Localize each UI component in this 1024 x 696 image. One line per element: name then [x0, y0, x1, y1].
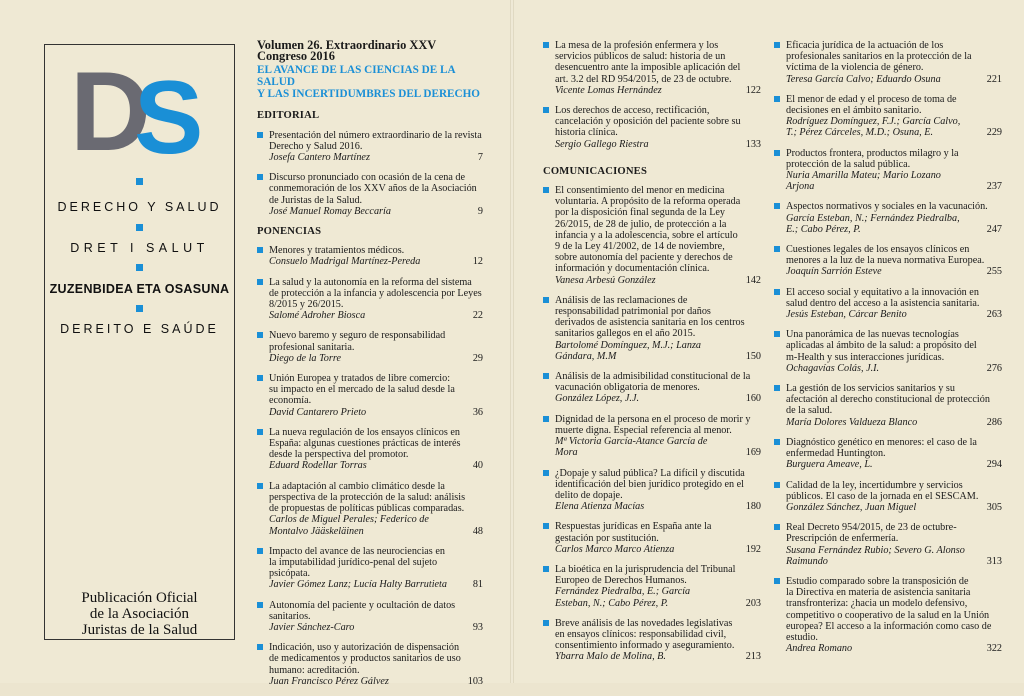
bullet-square-icon: [543, 42, 549, 48]
entry-title-line: protección de la salud pública.: [786, 158, 911, 170]
bullet-square-icon: [774, 246, 780, 252]
entry-title-line: 8/2015 y 26/2015.: [269, 299, 344, 311]
entry-author: Mª Victoria García-Atance García de Mora: [555, 436, 708, 459]
entry-title-line: Calidad de la ley, incertidumbre y servicios: [786, 479, 963, 491]
toc-entry[interactable]: [774, 480, 1002, 514]
entry-page-number: 48: [472, 525, 483, 537]
entry-title-line: responsabilidad patrimonial por daños: [555, 306, 711, 318]
entry-title-line: por la disposición final segunda de la Ley: [555, 207, 726, 219]
toc-entry[interactable]: [543, 105, 761, 150]
toc-entry[interactable]: [543, 618, 761, 663]
entry-title-line: historia clínica.: [555, 127, 618, 139]
entry-title-line: europea? El acceso a la información como caso de: [786, 620, 992, 632]
toc-entry[interactable]: [774, 40, 1002, 85]
toc-entry[interactable]: [257, 277, 483, 322]
entry-title-line: competitivo o cooperativo de la salud en la Unión: [786, 609, 990, 621]
toc-entry[interactable]: [774, 244, 1002, 278]
bullet-square-icon: [543, 470, 549, 476]
entry-title-line: Europeo de Derechos Humanos.: [555, 575, 687, 587]
entry-page-number: 192: [745, 543, 761, 555]
entry-author: Consuelo Madrigal Martínez-Pereda: [269, 256, 421, 268]
toc-entry[interactable]: [774, 522, 1002, 567]
entry-title-line: desde la perspectiva del promotor.: [269, 449, 409, 461]
page-gutter: [510, 0, 514, 683]
toc-entry[interactable]: [543, 371, 761, 405]
toc-column-2: [543, 40, 761, 672]
toc-entry[interactable]: [543, 295, 761, 362]
entry-title-line: estudio.: [786, 631, 818, 643]
bullet-square-icon: [543, 373, 549, 379]
entry-title-line: Presentación del número extraordinario de la revista: [269, 129, 482, 141]
toc-entry[interactable]: [774, 383, 1002, 428]
entry-title-line: gestación por sustitución.: [555, 532, 659, 544]
entry-title-line: perspectiva de la protección de la salud: análisis: [269, 491, 466, 503]
entry-author: González Sánchez, Juan Miguel: [786, 501, 917, 513]
entry-page-number: 93: [472, 621, 483, 633]
entry-page-number: 150: [745, 350, 761, 362]
entry-author: Juan Francisco Pérez Gálvez: [269, 675, 389, 687]
toc-column-1: [257, 40, 483, 696]
entry-author: Teresa García Calvo; Eduardo Osuna: [786, 73, 941, 85]
entry-page-number: 36: [472, 406, 483, 418]
entry-title-line: Breve análisis de las novedades legislativas: [555, 617, 733, 629]
entry-author: Salomé Adroher Biosca: [269, 310, 366, 322]
entry-title-line: salud dentro del acceso a la asistencia sanitaria.: [786, 297, 980, 309]
entry-page-number: 169: [745, 447, 761, 459]
entry-page-number: 103: [467, 675, 483, 687]
toc-entry[interactable]: [543, 521, 761, 555]
toc-entry[interactable]: [543, 185, 761, 286]
entry-title-line: Autonomía del paciente y ocultación de datos: [269, 599, 456, 611]
entry-page-number: 305: [986, 501, 1002, 513]
bullet-square-icon: [774, 439, 780, 445]
blue-square-icon: [136, 224, 143, 231]
entry-page-number: 203: [745, 597, 761, 609]
toc-entry[interactable]: [774, 148, 1002, 193]
entry-author: García Esteban, N.; Fernández Piedralba, E.; Cabo Pérez, P.: [786, 212, 960, 235]
toc-entry[interactable]: [774, 94, 1002, 139]
entry-title-line: públicos. El caso de la jornada en el SESCAM.: [786, 490, 979, 502]
toc-entry[interactable]: [543, 414, 761, 459]
bullet-square-icon: [257, 548, 263, 554]
entry-author: Joaquín Sarrión Esteve: [786, 266, 882, 278]
entry-title-line: El menor de edad y el proceso de toma de: [786, 93, 957, 105]
entry-title-line: profesionales sanitarios en la protección de la: [786, 51, 972, 63]
bullet-square-icon: [257, 644, 263, 650]
toc-entry[interactable]: [774, 329, 1002, 374]
entry-title-line: Menores y tratamientos médicos.: [269, 245, 405, 257]
subtitle-line: EL AVANCE DE LAS CIENCIAS DE LA SALUD: [257, 64, 455, 89]
publication-note: [44, 590, 235, 638]
entry-page-number: 294: [986, 459, 1002, 471]
entry-title-line: aplicadas al ámbito de la salud: a propósito del: [786, 340, 977, 352]
logo-letter-d: D: [70, 49, 147, 174]
bullet-square-icon: [257, 332, 263, 338]
entry-title-line: Análisis de las reclamaciones de: [555, 294, 688, 306]
bullet-square-icon: [257, 375, 263, 381]
entry-title-line: vacunación obligatoria de menores.: [555, 382, 700, 394]
entry-title-line: la Directiva en materia de asistencia sanitaria: [786, 587, 971, 599]
toc-entry[interactable]: [774, 437, 1002, 471]
bullet-square-icon: [774, 96, 780, 102]
entry-title-line: sobre autonomía del paciente y derechos de: [555, 252, 733, 264]
entry-title-line: menores a la luz de la nueva normativa Europea.: [786, 255, 985, 267]
entry-page-number: 322: [986, 643, 1002, 655]
toc-entry[interactable]: [257, 172, 483, 217]
entry-title-line: La salud y la autonomía en la reforma del sistema: [269, 276, 472, 288]
entry-title-line: Indicación, uso y autorización de dispensación: [269, 642, 460, 654]
entry-title-line: La adaptación al cambio climático desde la: [269, 480, 445, 492]
bullet-square-icon: [257, 174, 263, 180]
entry-title-line: La bioética en la jurisprudencia del Tribunal: [555, 563, 736, 575]
entry-page-number: 255: [986, 266, 1002, 278]
entry-title-line: Los derechos de acceso, rectificación,: [555, 105, 710, 117]
bullet-square-icon: [774, 42, 780, 48]
bullet-square-icon: [257, 602, 263, 608]
entry-page-number: 180: [745, 501, 761, 513]
entry-page-number: 313: [986, 555, 1002, 567]
entry-title-line: de la salud.: [786, 405, 833, 417]
entry-page-number: 12: [472, 256, 483, 268]
entry-page-number: 221: [986, 73, 1002, 85]
entry-author: Jesús Esteban, Cárcar Benito: [786, 309, 907, 321]
entry-author: Vanesa Arbesú González: [555, 274, 656, 286]
entry-author: Ybarra Malo de Molina, B.: [555, 651, 666, 663]
toc-column-3: [774, 40, 1002, 663]
entry-title-line: decisiones en el ámbito sanitario.: [786, 105, 922, 117]
bullet-square-icon: [543, 566, 549, 572]
language-zuzenbidea: ZUZENBIDEA ETA OSASUNA: [49, 282, 230, 296]
entry-title-line: 26/2015, de 28 de julio, de protección a la: [555, 218, 727, 230]
publication-line: Publicación Oficial: [81, 590, 198, 606]
entry-title-line: voluntaria. A propósito de la reforma operada: [555, 196, 741, 208]
entry-title-line: de protección a la infancia y adolescencia por Leyes: [269, 287, 482, 299]
section-heading-ponencias: PONENCIAS: [257, 226, 322, 238]
entry-title-line: infancia y a la adolescencia, sobre el artículo: [555, 229, 738, 241]
toc-entry[interactable]: [257, 245, 483, 267]
bullet-square-icon: [774, 524, 780, 530]
entry-title-line: enfermedad Huntington.: [786, 448, 886, 460]
entry-title-line: Análisis de la admisibilidad constitucional de la: [555, 371, 751, 383]
entry-title-line: sanitarios.: [269, 610, 311, 622]
toc-entry[interactable]: [257, 600, 483, 634]
entry-title-line: consentimiento informado y aseguramiento.: [555, 640, 735, 652]
entry-page-number: 142: [745, 274, 761, 286]
entry-title-line: Productos frontera, productos milagro y la: [786, 147, 959, 159]
entry-author: Susana Fernández Rubio; Severo G. Alonso Raimundo: [786, 544, 965, 567]
entry-title-line: Discurso pronunciado con ocasión de la cena de: [269, 172, 466, 184]
entry-title-line: derivados de asistencia sanitaria en los centros: [555, 317, 745, 329]
entry-title-line: su impacto en el mercado de la salud desde la: [269, 384, 455, 396]
entry-page-number: 22: [472, 310, 483, 322]
bullet-square-icon: [543, 416, 549, 422]
entry-title-line: ¿Dopaje y salud pública? La difícil y discutida: [555, 467, 745, 479]
logo-letter-s: S: [134, 60, 204, 176]
entry-title-line: muerte digna. Especial referencia al menor.: [555, 424, 732, 436]
entry-title-line: economía.: [269, 395, 312, 407]
entry-author: Vicente Lomas Hernández: [555, 84, 662, 96]
entry-author: González López, J.J.: [555, 393, 640, 405]
entry-page-number: 133: [745, 138, 761, 150]
entry-title-line: víctima de la violencia de género.: [786, 62, 924, 74]
toc-entry[interactable]: [257, 642, 483, 687]
entry-author: Javier Gómez Lanz; Lucía Halty Barrutieta: [269, 579, 447, 591]
entry-title-line: El consentimiento del menor en medicina: [555, 185, 725, 197]
entry-title-line: identificación del bien jurídico protegido en el: [555, 478, 744, 490]
bullet-square-icon: [543, 523, 549, 529]
toc-entry[interactable]: [543, 40, 761, 96]
entry-page-number: 276: [986, 362, 1002, 374]
entry-page-number: 81: [472, 579, 483, 591]
entry-author: Josefa Cantero Martínez: [269, 152, 370, 164]
bullet-square-icon: [774, 385, 780, 391]
entry-title-line: humano: acreditación.: [269, 664, 360, 676]
entry-page-number: 122: [745, 84, 761, 96]
entry-title-line: profesional sanitaria.: [269, 341, 355, 353]
entry-page-number: 237: [986, 181, 1002, 193]
entry-title-line: cancelación y oposición del paciente sobre su: [555, 116, 741, 128]
entry-title-line: art. 3.2 del RD 954/2015, de 23 de octubre.: [555, 73, 732, 85]
entry-title-line: desencuentro ante la imposible aplicación del: [555, 62, 741, 74]
entry-author: María Dolores Valdueza Blanco: [786, 416, 918, 428]
entry-title-line: de Juristas de la Salud.: [269, 194, 363, 206]
entry-author: Bartolomé Domínguez, M.J.; Lanza Gándara, M.M: [555, 339, 702, 362]
toc-entry[interactable]: [543, 564, 761, 609]
bullet-square-icon: [774, 331, 780, 337]
entry-author: Fernández Piedralba, E.; García Esteban, N.; Cabo Pérez, P.: [555, 586, 691, 609]
bullet-square-icon: [257, 279, 263, 285]
entry-author: Diego de la Torre: [269, 352, 341, 364]
entry-title-line: la imputabilidad jurídico-penal del sujeto: [269, 556, 438, 568]
entry-page-number: 286: [986, 416, 1002, 428]
entry-author: Sergio Gallego Riestra: [555, 138, 649, 150]
entry-title-line: m-Health y sus interacciones jurídicas.: [786, 351, 945, 363]
entry-title-line: Impacto del avance de las neurociencias en: [269, 545, 445, 557]
toc-entry[interactable]: [774, 201, 1002, 235]
entry-title-line: psicópata.: [269, 568, 311, 580]
entry-author: Carlos Marco Marco Atienza: [555, 543, 675, 555]
entry-title-line: Prescripción de enfermería.: [786, 533, 899, 545]
entry-title-line: Unión Europea y tratados de libre comercio:: [269, 373, 451, 385]
ds-logo: [70, 49, 220, 176]
bullet-square-icon: [543, 620, 549, 626]
bullet-square-icon: [543, 297, 549, 303]
entry-author: Andrea Romano: [786, 643, 853, 655]
entry-title-line: sanitarios gallegos en el año 2015.: [555, 328, 696, 340]
bullet-square-icon: [774, 203, 780, 209]
entry-title-line: Aspectos normativos y sociales en la vacunación.: [786, 201, 988, 213]
entry-author: Burguera Ameave, L.: [786, 459, 873, 471]
entry-author: David Cantarero Prieto: [269, 406, 367, 418]
entry-title-line: Derecho y Salud 2016.: [269, 140, 363, 152]
bullet-square-icon: [543, 107, 549, 113]
entry-page-number: 160: [745, 393, 761, 405]
toc-entry[interactable]: [774, 287, 1002, 321]
language-dereito: DEREITO E SAÚDE: [60, 322, 219, 336]
entry-page-number: 263: [986, 309, 1002, 321]
entry-author: Eduard Rodellar Torras: [269, 460, 367, 472]
entry-title-line: afectación al derecho constitucional de protección: [786, 394, 990, 406]
entry-author: Nuria Amarilla Mateu; Mario Lozano Arjona: [786, 170, 941, 193]
entry-author: Elena Atienza Macías: [555, 501, 645, 513]
publication-line: de la Asociación: [89, 606, 190, 622]
entry-title-line: delito de dopaje.: [555, 489, 623, 501]
entry-page-number: 247: [986, 223, 1002, 235]
entry-title-line: transfronteriza: ¿hacia un modelo defensivo,: [786, 598, 968, 610]
entry-page-number: 229: [986, 127, 1002, 139]
bullet-square-icon: [543, 187, 549, 193]
entry-author: Carlos de Miguel Perales; Federico de Montalvo Jääskeläinen: [269, 514, 429, 537]
toc-entry[interactable]: [257, 481, 483, 537]
entry-title-line: Real Decreto 954/2015, de 23 de octubre-: [786, 522, 957, 534]
language-derecho: DERECHO Y SALUD: [57, 200, 222, 214]
bullet-square-icon: [257, 429, 263, 435]
entry-title-line: conmemoración de los XXV años de la Asociación: [269, 183, 477, 195]
blue-square-icon: [136, 178, 143, 185]
language-dret: DRET I SALUT: [70, 241, 209, 255]
volume-title: Volumen 26. Extraordinario XXV Congreso 2016: [257, 38, 436, 64]
toc-entry[interactable]: [257, 330, 483, 364]
bullet-square-icon: [774, 482, 780, 488]
bullet-square-icon: [774, 150, 780, 156]
bullet-square-icon: [257, 247, 263, 253]
bullet-square-icon: [774, 578, 780, 584]
toc-entry[interactable]: [257, 546, 483, 591]
toc-entry[interactable]: [774, 576, 1002, 654]
toc-entry[interactable]: [257, 373, 483, 418]
section-heading-editorial: EDITORIAL: [257, 110, 320, 122]
entry-title-line: La mesa de la profesión enfermera y los: [555, 40, 719, 51]
bullet-square-icon: [257, 132, 263, 138]
entry-title-line: de propuestas de políticas públicas comparadas.: [269, 503, 465, 515]
toc-entry[interactable]: [257, 427, 483, 472]
subtitle-line: Y LAS INCERTIDUMBRES DEL DERECHO: [257, 88, 480, 101]
entry-page-number: 213: [745, 651, 761, 663]
entry-title-line: España: algunas cuestiones prácticas de interés: [269, 438, 461, 450]
entry-title-line: Una panorámica de las nuevas tecnologías: [786, 329, 959, 341]
entry-title-line: Dignidad de la persona en el proceso de morir y: [555, 413, 751, 425]
entry-title-line: Diagnóstico genético en menores: el caso de la: [786, 436, 977, 448]
entry-title-line: 9 de la Ley 41/2002, de 14 de noviembre,: [555, 241, 725, 253]
section-heading-comunicaciones: COMUNICACIONES: [543, 165, 648, 177]
entry-author: José Manuel Romay Beccaría: [269, 205, 391, 217]
publication-line: Juristas de la Salud: [81, 622, 198, 638]
entry-page-number: 40: [472, 460, 483, 472]
entry-page-number: 7: [477, 152, 483, 164]
entry-title-line: Nuevo baremo y seguro de responsabilidad: [269, 330, 446, 342]
entry-title-line: servicios públicos de salud: historia de un: [555, 51, 726, 63]
bullet-square-icon: [257, 483, 263, 489]
bullet-square-icon: [774, 289, 780, 295]
entry-title-line: Respuestas jurídicas en España ante la: [555, 521, 712, 533]
entry-title-line: El acceso social y equitativo a la innovación en: [786, 286, 979, 298]
entry-author: Rodríguez Domínguez, F.J.; García Calvo, T.; Pérez Cárceles, M.D.; Osuna, E.: [786, 116, 961, 139]
entry-title-line: de medicamentos y productos sanitarios de uso: [269, 653, 461, 665]
entry-author: Javier Sánchez-Caro: [269, 621, 355, 633]
blue-square-icon: [136, 305, 143, 312]
entry-title-line: en ensayos clínicos: responsabilidad civil,: [555, 628, 727, 640]
issue-subtitle: [257, 64, 483, 100]
entry-title-line: La gestión de los servicios sanitarios y su: [786, 383, 955, 395]
entry-title-line: La nueva regulación de los ensayos clínicos en: [269, 426, 460, 438]
entry-title-line: información y documentación clínica.: [555, 263, 710, 275]
entry-page-number: 29: [472, 352, 483, 364]
toc-entry[interactable]: [543, 468, 761, 513]
entry-page-number: 9: [477, 205, 483, 217]
entry-author: Ochagavías Colás, J.I.: [786, 362, 880, 374]
blue-square-icon: [136, 264, 143, 271]
entry-title-line: Eficacia jurídica de la actuación de los: [786, 40, 944, 51]
entry-title-line: Estudio comparado sobre la transposición de: [786, 575, 969, 587]
entry-title-line: Cuestiones legales de los ensayos clínicos en: [786, 244, 970, 256]
toc-entry[interactable]: [257, 130, 483, 164]
